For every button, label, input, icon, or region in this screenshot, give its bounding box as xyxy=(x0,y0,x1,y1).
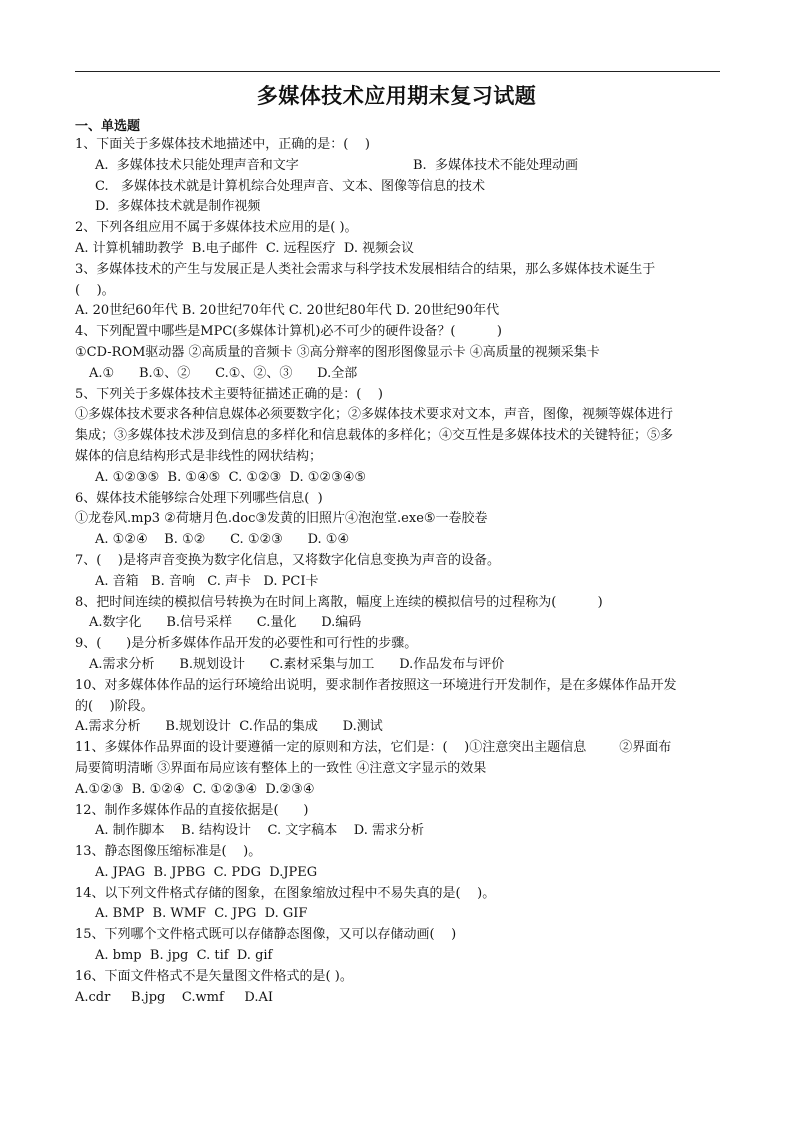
question-stem: 2、下列各组应用不属于多媒体技术应用的是( )。 xyxy=(75,220,358,236)
question-11 xyxy=(75,738,725,800)
question-stem: 13、静态图像压缩标准是( )。 xyxy=(75,844,262,860)
question-items: ①CD-ROM驱动器 ②高质量的音频卡 ③高分辩率的图形图像显示卡 ④高质量的视频采集卡 xyxy=(75,344,600,360)
question-items: 集成；③多媒体技术涉及到信息的多样化和信息载体的多样化；④交互性是多媒体技术的关键特征；⑤多 xyxy=(75,428,674,444)
page-title: 多媒体技术应用期末复习试题 xyxy=(256,84,537,108)
options: A.数字化 B.信号采样 C.量化 D.编码 xyxy=(89,615,362,631)
options: A.cdr B.jpg C.wmf D.AI xyxy=(75,989,274,1005)
question-8 xyxy=(75,593,725,635)
question-2 xyxy=(75,218,725,260)
options: A.①②③ B. ①②④ C. ①②③④ D.②③④ xyxy=(75,781,315,797)
question-stem-cont: 的( )阶段。 xyxy=(75,698,154,714)
option-d: D. 多媒体技术就是制作视频 xyxy=(95,199,261,215)
options: A. 20世纪60年代 B. 20世纪70年代 C. 20世纪80年代 D. 20世纪90年代 xyxy=(75,303,500,319)
question-stem: 11、多媒体作品界面的设计要遵循一定的原则和方法，它们是：( )①注意突出主题信息 ②界面布 xyxy=(75,740,672,756)
question-stem: 14、以下列文件格式存储的图象，在图象缩放过程中不易失真的是( )。 xyxy=(75,885,496,901)
question-12 xyxy=(75,801,725,843)
options: A. 制作脚本 B. 结构设计 C. 文字稿本 D. 需求分析 xyxy=(95,823,425,839)
question-4 xyxy=(75,322,725,384)
options: A. 音箱 B. 音响 C. 声卡 D. PCI卡 xyxy=(95,573,319,589)
option-a: A. 多媒体技术只能处理声音和文字 xyxy=(95,157,299,173)
question-stem: 4、下列配置中哪些是MPC(多媒体计算机)必不可少的硬件设备？( ) xyxy=(75,324,502,340)
options: A. ①②③⑤ B. ①④⑤ C. ①②③ D. ①②③④⑤ xyxy=(95,469,367,485)
question-stem: 7、( )是将声音变换为数字化信息，又将数字化信息变换为声音的设备。 xyxy=(75,552,500,568)
options: A. BMP B. WMF C. JPG D. GIF xyxy=(95,906,308,922)
question-items: ①龙卷风.mp3 ②荷塘月色.doc③发黄的旧照片④泡泡堂.exe⑤一卷胶卷 xyxy=(75,511,488,527)
options: A. bmp B. jpg C. tif D. gif xyxy=(95,948,273,964)
question-stem: 10、对多媒体体作品的运行环境给出说明，要求制作者按照这一环境进行开发制作，是在多媒体作品开发 xyxy=(75,677,677,693)
question-stem: 9、( )是分析多媒体作品开发的必要性和可行性的步骤。 xyxy=(75,636,418,652)
section-heading: 一、单选题 xyxy=(75,119,141,134)
question-1 xyxy=(75,135,725,218)
options: A. JPAG B. JPBG C. PDG D.JPEG xyxy=(95,864,318,880)
question-10 xyxy=(75,676,725,738)
question-items: ①多媒体技术要求各种信息媒体必须要数字化；②多媒体技术要求对文本，声音，图像，视频等媒体进行 xyxy=(75,407,674,423)
question-16 xyxy=(75,967,725,1009)
question-list xyxy=(75,135,725,1008)
header-rule xyxy=(75,71,720,72)
option-row xyxy=(75,156,725,177)
question-stem: 6、媒体技术能够综合处理下列哪些信息( ) xyxy=(75,490,323,506)
options: A.需求分析 B.规划设计 C.素材采集与加工 D.作品发布与评价 xyxy=(89,656,505,672)
options: A. 计算机辅助教学 B.电子邮件 C. 远程医疗 D. 视频会议 xyxy=(75,240,415,256)
options: A.需求分析 B.规划设计 C.作品的集成 D.测试 xyxy=(75,719,383,735)
question-stem: 15、下列哪个文件格式既可以存储静态图像，又可以存储动画( ) xyxy=(75,927,457,943)
option-b: B. 多媒体技术不能处理动画 xyxy=(413,157,578,173)
question-stem-cont: ( )。 xyxy=(75,282,115,298)
question-3 xyxy=(75,260,725,322)
question-7 xyxy=(75,551,725,593)
question-5 xyxy=(75,385,725,489)
question-stem-cont: 局要简明清晰 ③界面布局应该有整体上的一致性 ④注意文字显示的效果 xyxy=(75,760,487,776)
question-14 xyxy=(75,884,725,926)
question-stem: 8、把时间连续的模拟信号转换为在时间上离散，幅度上连续的模拟信号的过程称为( ) xyxy=(75,594,603,610)
question-items: 媒体的信息结构形式是非线性的网状结构； xyxy=(75,448,323,464)
question-9 xyxy=(75,634,725,676)
question-6 xyxy=(75,489,725,551)
option-c: C. 多媒体技术就是计算机综合处理声音、文本、图像等信息的技术 xyxy=(95,178,486,194)
question-stem: 5、下列关于多媒体技术主要特征描述正确的是：( ) xyxy=(75,386,383,402)
question-15 xyxy=(75,925,725,967)
question-stem: 16、下面文件格式不是矢量图文件格式的是( )。 xyxy=(75,968,353,984)
options: A. ①②④ B. ①② C. ①②③ D. ①④ xyxy=(95,532,350,548)
question-stem: 1、下面关于多媒体技术地描述中，正确的是：( ) xyxy=(75,137,370,152)
options: A.① B.①、② C.①、②、③ D.全部 xyxy=(89,365,358,381)
question-stem: 3、多媒体技术的产生与发展正是人类社会需求与科学技术发展相结合的结果，那么多媒体技术诞生于 xyxy=(75,261,656,277)
question-stem: 12、制作多媒体作品的直接依据是( ) xyxy=(75,802,309,818)
question-13 xyxy=(75,842,725,884)
